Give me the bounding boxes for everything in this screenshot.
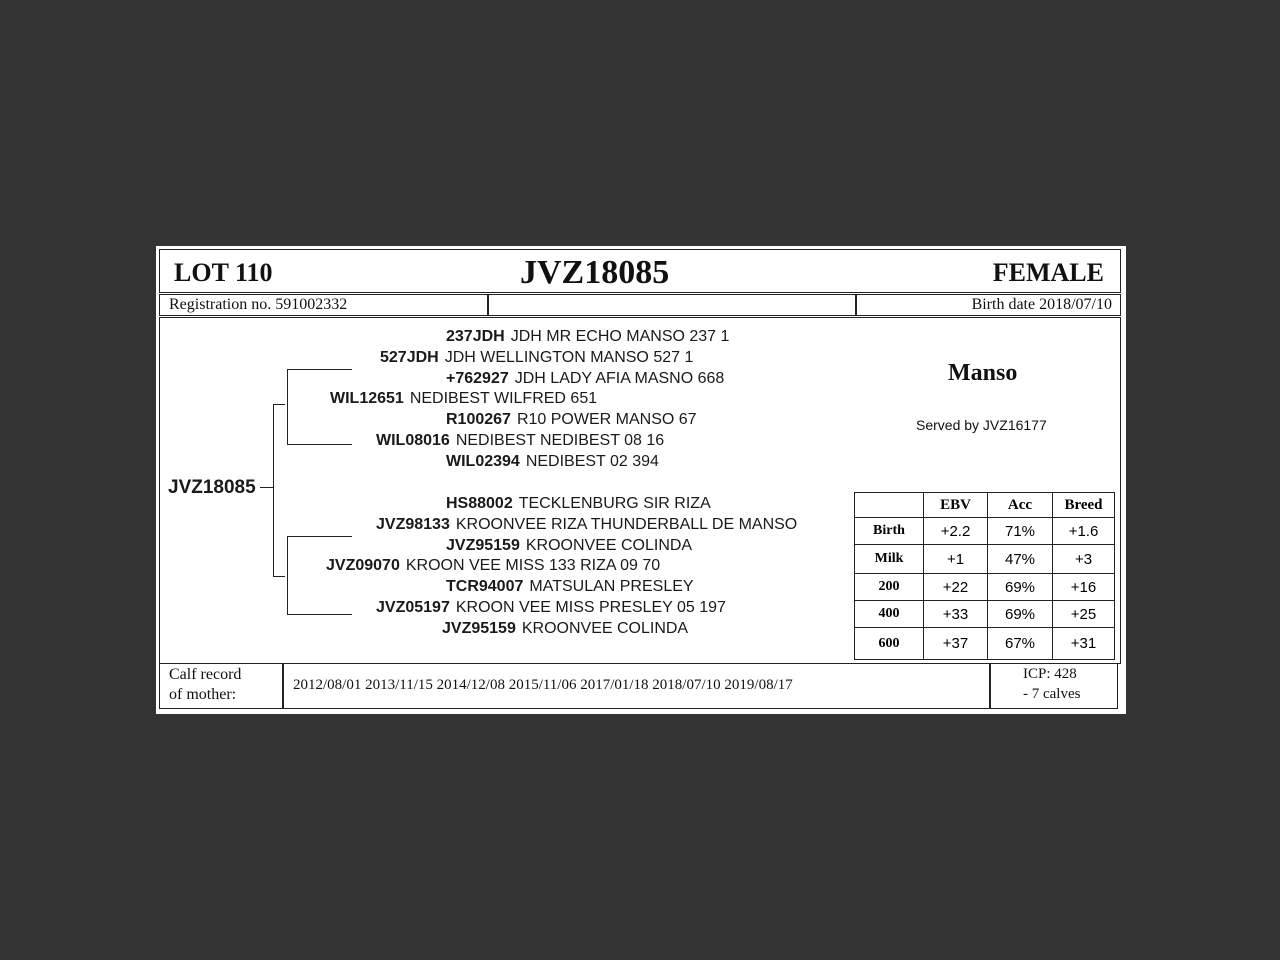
ebv-value: +22 (924, 574, 988, 601)
acc-value: 69% (988, 601, 1053, 628)
ebv-row (855, 518, 1115, 545)
dam-sire-dam: JVZ95159 KROONVEE COLINDA (446, 537, 693, 554)
sex-label: FEMALE (992, 258, 1104, 287)
ebv-value: +2.2 (924, 518, 988, 545)
ebv-row-label: 200 (855, 574, 924, 601)
calf-record-dates-box (283, 663, 990, 709)
registration-number: Registration no. 591002332 (169, 296, 348, 313)
icp-box (990, 663, 1118, 709)
ebv-table (854, 492, 1115, 660)
breed-value: +1.6 (1053, 518, 1115, 545)
breed-value: +25 (1053, 601, 1115, 628)
ebv-row-label: 600 (855, 628, 924, 660)
header-box (159, 249, 1121, 293)
ebv-header-blank (855, 493, 924, 518)
sire-dam: WIL08016 NEDIBEST NEDIBEST 08 16 (376, 432, 665, 449)
ebv-row (855, 601, 1115, 628)
ebv-row (855, 545, 1115, 574)
breed-value: +16 (1053, 574, 1115, 601)
calf-record-label-box (159, 663, 283, 709)
birth-date: Birth date 2018/07/10 (971, 296, 1112, 313)
ebv-row-label: 400 (855, 601, 924, 628)
sire-sire: 527JDH JDH WELLINGTON MANSO 527 1 (380, 349, 694, 366)
dam-dam-dam: JVZ95159 KROONVEE COLINDA (442, 620, 689, 637)
calf-record-dates: 2012/08/01 2013/11/15 2014/12/08 2015/11/06 2017/01/18 2018/07/10 2019/08/17 (293, 677, 793, 693)
birth-date-box (856, 294, 1121, 316)
ebv-value: +33 (924, 601, 988, 628)
ebv-header-acc: Acc (988, 493, 1053, 518)
ebv-header-ebv: EBV (924, 493, 988, 518)
dam-sire-sire: HS88002 TECKLENBURG SIR RIZA (446, 495, 711, 512)
breed-value: +31 (1053, 628, 1115, 660)
acc-value: 47% (988, 545, 1053, 574)
dam-sire: JVZ98133 KROONVEE RIZA THUNDERBALL DE MANSO (376, 516, 798, 533)
acc-value: 69% (988, 574, 1053, 601)
acc-value: 71% (988, 518, 1053, 545)
ebv-row (855, 628, 1115, 660)
calf-record-label-line1: Calf record (169, 666, 242, 683)
ebv-row-label: Birth (855, 518, 924, 545)
sire-sire-dam: +762927 JDH LADY AFIA MASNO 668 (446, 370, 725, 387)
ebv-row-label: Milk (855, 545, 924, 574)
calf-record-label-line2: of mother: (169, 686, 237, 703)
info-middle-box (488, 294, 856, 316)
acc-value: 67% (988, 628, 1053, 660)
lot-number: LOT 110 (174, 258, 273, 287)
ebv-value: +37 (924, 628, 988, 660)
ebv-row (855, 574, 1115, 601)
ebv-value: +1 (924, 545, 988, 574)
animal-id-title: JVZ18085 (520, 254, 670, 291)
served-by: Served by JVZ16177 (916, 417, 1047, 433)
dam-dam: JVZ05197 KROON VEE MISS PRESLEY 05 197 (376, 599, 726, 616)
calf-count: - 7 calves (1023, 686, 1081, 702)
registration-box (159, 294, 488, 316)
sire-dam-sire: R100267 R10 POWER MANSO 67 (446, 411, 697, 428)
ebv-header-row (855, 493, 1115, 518)
dam-dam-sire: TCR94007 MATSULAN PRESLEY (446, 578, 694, 595)
sire-dam-dam: WIL02394 NEDIBEST 02 394 (446, 453, 659, 470)
breed-value: +3 (1053, 545, 1115, 574)
pedigree-subject: JVZ18085 (168, 477, 256, 498)
breed-name: Manso (948, 360, 1018, 386)
sire-sire-sire: 237JDH JDH MR ECHO MANSO 237 1 (446, 328, 730, 345)
ebv-header-breed: Breed (1053, 493, 1115, 518)
lot-card (156, 246, 1126, 714)
icp-value: ICP: 428 (1023, 666, 1077, 682)
dam: JVZ09070 KROON VEE MISS 133 RIZA 09 70 (326, 557, 661, 574)
sire: WIL12651 NEDIBEST WILFRED 651 (330, 390, 598, 407)
